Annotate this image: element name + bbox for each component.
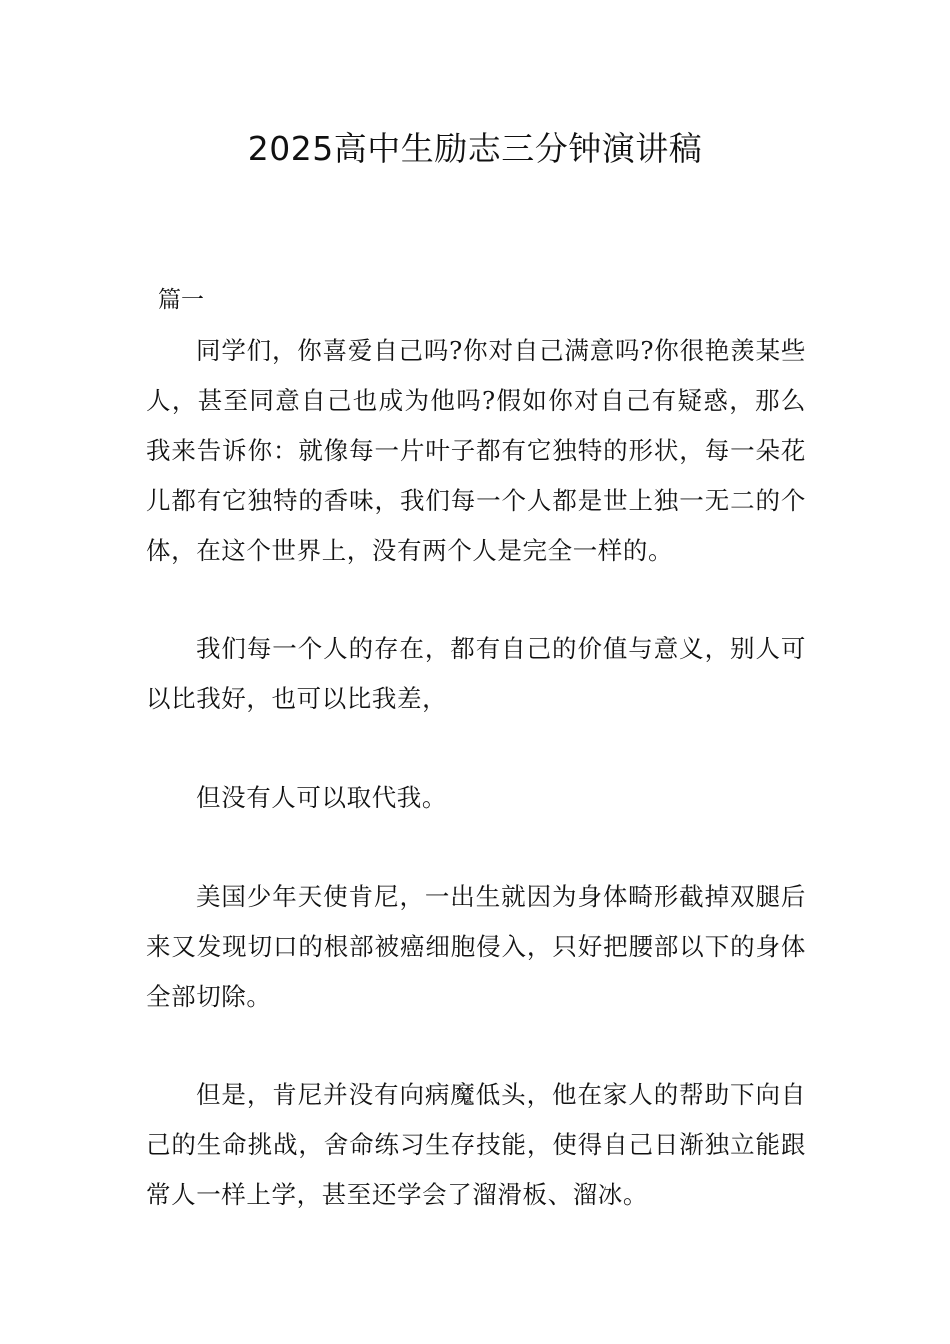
paragraph-5: 但是，肯尼并没有向病魔低头，他在家人的帮助下向自己的生命挑战，舍命练习生存技能，使得自己日渐独立能跟常人一样上学，甚至还学会了溜滑板、溜冰。 — [146, 1080, 806, 1209]
document-title: 2025高中生励志三分钟演讲稿 — [247, 129, 703, 168]
paragraph-3: 但没有人可以取代我。 — [196, 783, 447, 812]
paragraph-4: 美国少年天使肯尼，一出生就因为身体畸形截掉双腿后来又发现切口的根部被癌细胞侵入，只好把腰部以下的身体全部切除。 — [146, 882, 806, 1011]
section-label: 篇一 — [158, 287, 204, 313]
paragraph-1: 同学们，你喜爱自己吗?你对自己满意吗?你很艳羡某些人，甚至同意自己也成为他吗?假如你对自己有疑惑，那么我来告诉你：就像每一片叶子都有它独特的形状，每一朵花儿都有它独特的香味，我们每一个人都是世上独一无二的个体，在这个世界上，没有两个人是完全一样的。 — [146, 336, 806, 565]
paragraph-2: 我们每一个人的存在，都有自己的价值与意义，别人可以比我好，也可以比我差， — [146, 634, 806, 713]
